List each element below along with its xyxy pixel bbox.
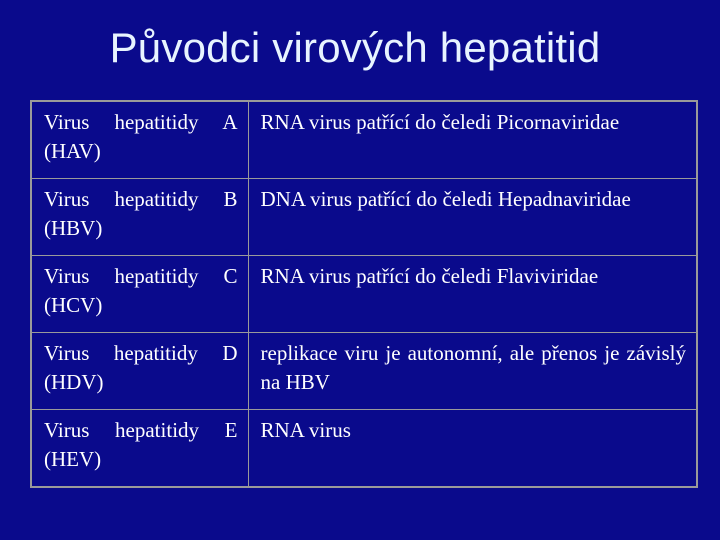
table-row — [31, 179, 697, 256]
virus-description-cell: RNA virus patřící do čeledi Flaviviridae — [248, 256, 697, 333]
virus-name: Virus hepatitidy A — [44, 110, 238, 134]
table-row — [31, 256, 697, 333]
table-row — [31, 333, 697, 410]
virus-name-cell — [31, 101, 248, 179]
table-row — [31, 410, 697, 488]
slide-title: Původci virových hepatitid — [109, 24, 601, 71]
table-row — [31, 101, 697, 179]
virus-abbreviation: (HDV) — [44, 370, 104, 394]
virus-description-cell: DNA virus patřící do čeledi Hepadnaviridae — [248, 179, 697, 256]
virus-name: Virus hepatitidy E — [44, 418, 238, 442]
virus-description-cell: replikace viru je autonomní, ale přenos je závislý na HBV — [248, 333, 697, 410]
virus-name-cell — [31, 410, 248, 488]
hepatitis-viruses-table — [30, 100, 698, 488]
virus-name: Virus hepatitidy B — [44, 187, 238, 211]
virus-abbreviation: (HBV) — [44, 216, 103, 240]
virus-description-cell: RNA virus — [248, 410, 697, 488]
virus-name-cell — [31, 256, 248, 333]
virus-name-cell — [31, 179, 248, 256]
virus-abbreviation: (HCV) — [44, 293, 103, 317]
virus-name: Virus hepatitidy C — [44, 264, 238, 288]
virus-abbreviation: (HAV) — [44, 139, 101, 163]
virus-abbreviation: (HEV) — [44, 447, 102, 471]
virus-name: Virus hepatitidy D — [44, 341, 238, 365]
virus-description-cell: RNA virus patřící do čeledi Picornaviridae — [248, 101, 697, 179]
virus-name-cell — [31, 333, 248, 410]
